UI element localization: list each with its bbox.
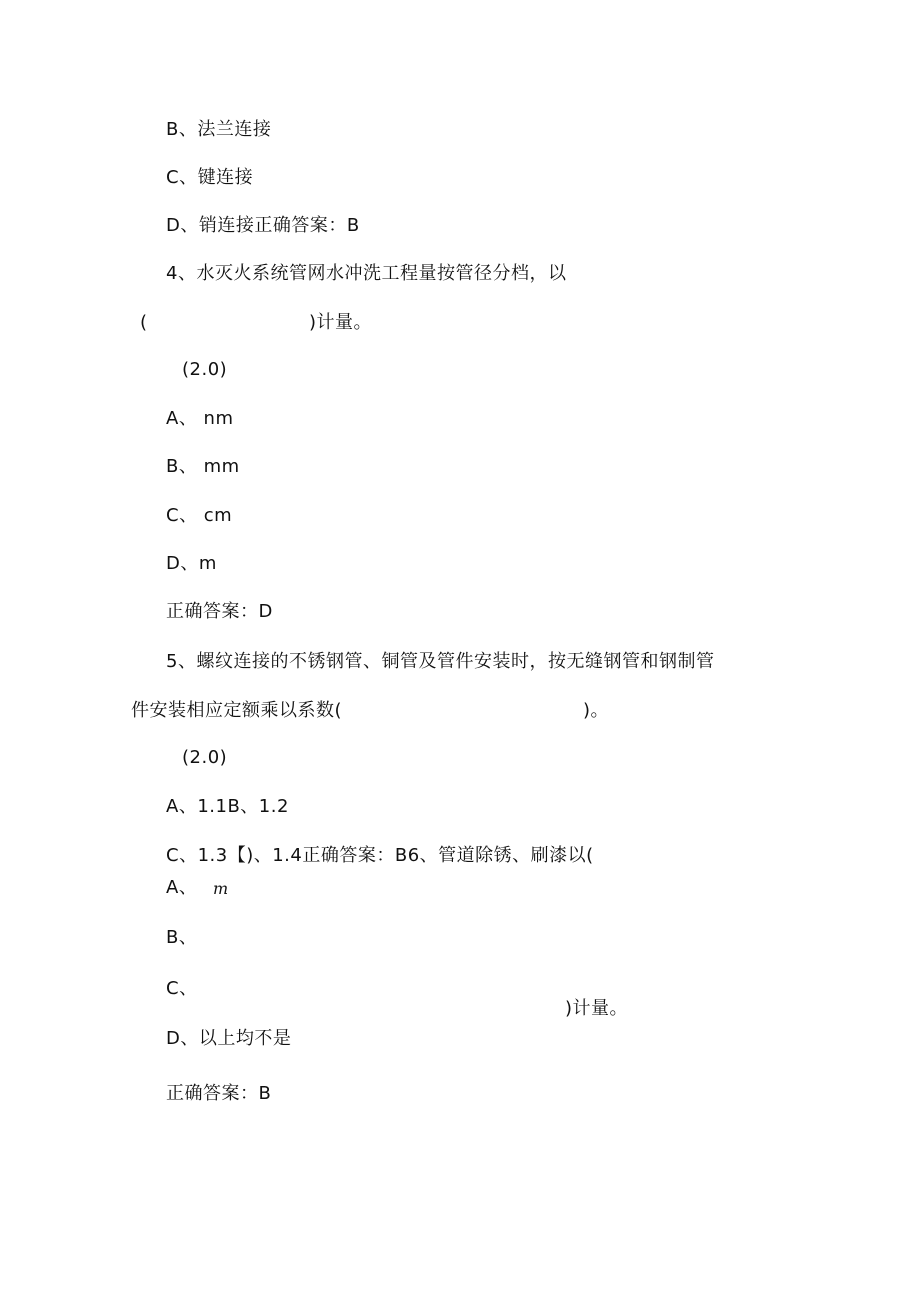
q5-options-c-d-and-q6-stem: C、1.3【)、1.4正确答案：B6、管道除锈、刷漆以( bbox=[166, 845, 594, 866]
q6-option-a-label: A、 bbox=[166, 877, 198, 898]
q5-stem-line-1: 5、螺纹连接的不锈钢管、铜管及管件安装时，按无缝钢管和钢制管 bbox=[166, 651, 715, 672]
q4-correct-answer: 正确答案：D bbox=[166, 601, 273, 622]
q4-option-c: C、 cm bbox=[166, 505, 233, 526]
q6-option-b: B、 bbox=[166, 927, 198, 948]
q4-option-d: D、m bbox=[166, 553, 217, 574]
q4-score: (2.0) bbox=[182, 359, 228, 380]
q6-correct-answer: 正确答案：B bbox=[166, 1083, 272, 1104]
q4-stem-line-1: 4、水灭火系统管网水冲洗工程量按管径分档，以 bbox=[166, 263, 567, 284]
q5-options-a-b: A、1.1B、1.2 bbox=[166, 796, 289, 817]
q3-option-b: B、法兰连接 bbox=[166, 119, 272, 140]
q5-stem-close-paren: )。 bbox=[583, 700, 610, 721]
q4-blank-open-paren: ( bbox=[140, 312, 148, 333]
q4-stem-line-2: )计量。 bbox=[309, 312, 373, 333]
q6-option-a-unit: m bbox=[213, 879, 229, 898]
q4-option-a: A、 nm bbox=[166, 408, 234, 429]
q6-option-d: D、以上均不是 bbox=[166, 1028, 292, 1049]
q6-option-c: C、 bbox=[166, 978, 198, 999]
q4-option-b: B、 mm bbox=[166, 456, 240, 477]
q3-option-c: C、键连接 bbox=[166, 167, 254, 188]
q3-option-d-answer: D、销连接正确答案：B bbox=[166, 215, 360, 236]
q5-score: (2.0) bbox=[182, 747, 228, 768]
q6-stem-close: )计量。 bbox=[565, 998, 629, 1019]
q5-stem-line-2: 件安装相应定额乘以系数( bbox=[131, 700, 343, 721]
